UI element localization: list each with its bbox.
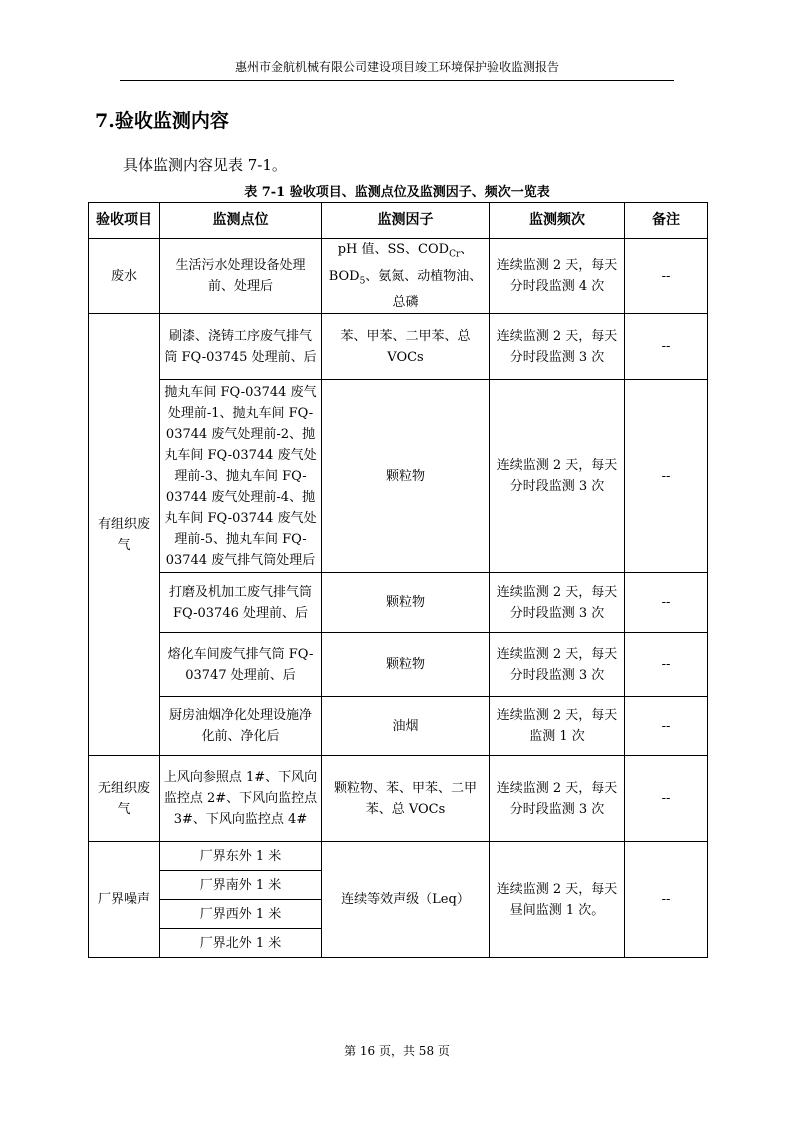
point-cell: 打磨及机加工废气排气筒 FQ-03746 处理前、后: [160, 573, 322, 633]
category-cell: 无组织废气: [89, 756, 160, 842]
table-row: [89, 380, 708, 573]
frequency-cell: 连续监测 2 天，每天昼间监测 1 次。: [490, 842, 625, 958]
category-cell: 废水: [89, 239, 160, 314]
table-row: [89, 239, 708, 314]
note-cell: --: [625, 633, 708, 697]
factor-cell: 颗粒物: [322, 633, 490, 697]
frequency-cell: 连续监测 2 天，每天分时段监测 3 次: [490, 633, 625, 697]
table-row: [89, 697, 708, 756]
monitoring-table: [88, 202, 708, 958]
header-cell: 监测因子: [322, 203, 490, 239]
table-row: [89, 633, 708, 697]
frequency-cell: 连续监测 2 天，每天分时段监测 3 次: [490, 380, 625, 573]
point-cell: 生活污水处理设备处理前、处理后: [160, 239, 322, 314]
point-cell: 厂界南外 1 米: [160, 871, 322, 900]
point-cell: 厂界西外 1 米: [160, 900, 322, 929]
frequency-cell: 连续监测 2 天，每天分时段监测 3 次: [490, 573, 625, 633]
header-cell: 监测频次: [490, 203, 625, 239]
factor-cell: pH 值、SS、$COD_{Cr}$、$BOD_5$、氨氮、动植物油、总磷: [322, 239, 490, 314]
frequency-cell: 连续监测 2 天，每天分时段监测 3 次: [490, 756, 625, 842]
note-cell: --: [625, 380, 708, 573]
note-cell: --: [625, 239, 708, 314]
note-cell: --: [625, 756, 708, 842]
factor-cell: 油烟: [322, 697, 490, 756]
section-title: 7.验收监测内容: [95, 110, 229, 132]
point-cell: 上风向参照点 1#、下风向监控点 2#、下风向监控点 3#、下风向监控点 4#: [160, 756, 322, 842]
header-rule: [120, 80, 674, 81]
header-cell: 监测点位: [160, 203, 322, 239]
point-cell: 抛丸车间 FQ-03744 废气处理前-1、抛丸车间 FQ-03744 废气处理前-2、抛丸车间 FQ-03744 废气处理前-3、抛丸车间 FQ-03744 废气处理前-4、抛丸车间 FQ-03744 废气处理前-5、抛丸车间 FQ-03744 废气排气筒处理后: [160, 380, 322, 573]
header-cell: 备注: [625, 203, 708, 239]
point-cell: 熔化车间废气排气筒 FQ-03747 处理前、后: [160, 633, 322, 697]
frequency-cell: 连续监测 2 天，每天监测 1 次: [490, 697, 625, 756]
report-header: 惠州市金航机械有限公司建设项目竣工环境保护验收监测报告: [234, 60, 559, 74]
factor-cell: 颗粒物、苯、甲苯、二甲苯、总 VOCs: [322, 756, 490, 842]
frequency-cell: 连续监测 2 天，每天分时段监测 3 次: [490, 314, 625, 380]
factor-cell: 颗粒物: [322, 380, 490, 573]
frequency-cell: 连续监测 2 天，每天分时段监测 4 次: [490, 239, 625, 314]
factor-cell: 连续等效声级（Leq）: [322, 842, 490, 958]
table-caption: 表 7-1 验收项目、监测点位及监测因子、频次一览表: [244, 185, 550, 200]
category-cell: 有组织废气: [89, 314, 160, 756]
point-cell: 刷漆、浇铸工序废气排气筒 FQ-03745 处理前、后: [160, 314, 322, 380]
header-cell: 验收项目: [89, 203, 160, 239]
note-cell: --: [625, 573, 708, 633]
table-row: [89, 756, 708, 842]
intro-text: 具体监测内容见表 7-1。: [123, 156, 287, 174]
point-cell: 厂界东外 1 米: [160, 842, 322, 871]
point-cell: 厨房油烟净化处理设施净化前、净化后: [160, 697, 322, 756]
table-row: [89, 314, 708, 380]
page-footer: 第 16 页，共 58 页: [344, 1044, 450, 1058]
note-cell: --: [625, 314, 708, 380]
point-cell: 厂界北外 1 米: [160, 929, 322, 958]
table-row: [89, 842, 708, 871]
factor-cell: 苯、甲苯、二甲苯、总 VOCs: [322, 314, 490, 380]
factor-cell: 颗粒物: [322, 573, 490, 633]
note-cell: --: [625, 697, 708, 756]
note-cell: --: [625, 842, 708, 958]
table-header-row: [89, 203, 708, 239]
category-cell: 厂界噪声: [89, 842, 160, 958]
table-row: [89, 573, 708, 633]
